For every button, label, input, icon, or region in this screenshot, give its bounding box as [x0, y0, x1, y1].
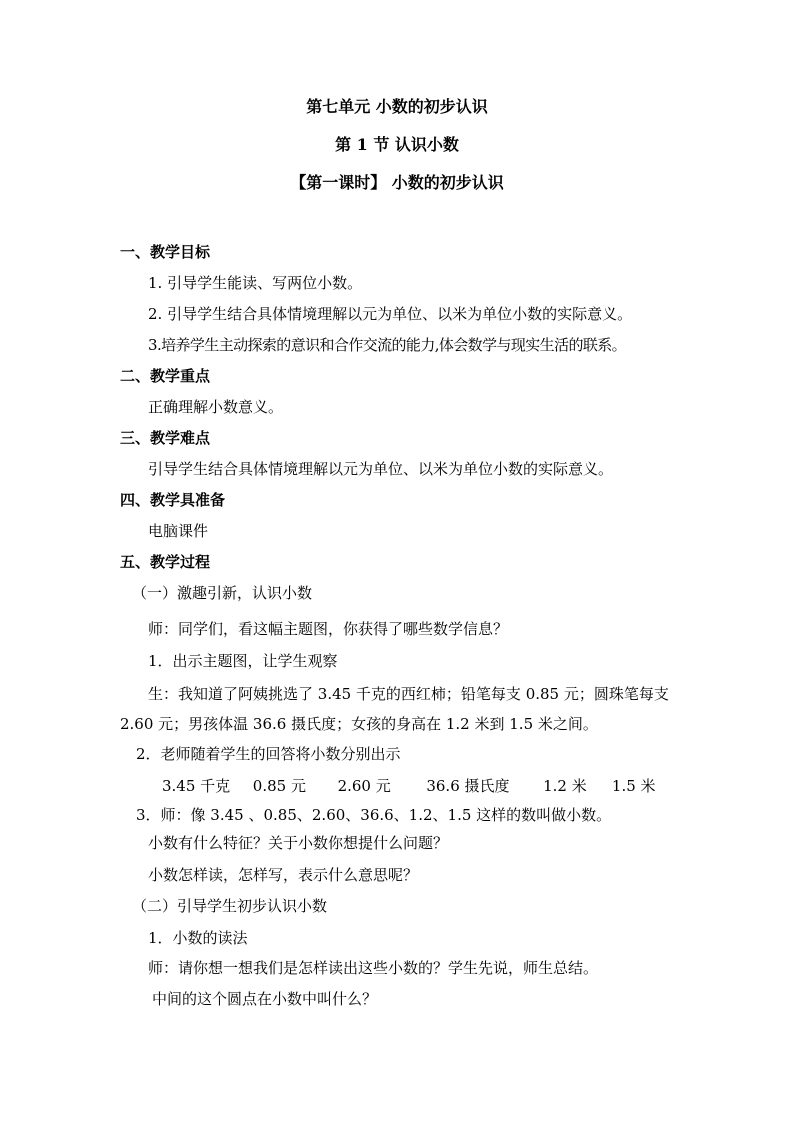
objective-item-1: 1. 引导学生能读、写两位小数。: [148, 274, 363, 292]
part2-title: （二）引导学生初步认识小数: [132, 897, 328, 915]
decimal-item: 36.6 摄氏度: [426, 777, 510, 795]
objective-item-2: 2. 引导学生结合具体情境理解以元为单位、以米为单位小数的实际意义。: [148, 305, 633, 323]
difficulties-text: 引导学生结合具体情境理解以元为单位、以米为单位小数的实际意义。: [148, 460, 614, 478]
decimal-item: 1.2 米: [543, 777, 587, 795]
section-title: 第 1 节 认识小数: [335, 135, 459, 154]
step-2: 2．老师随着学生的回答将小数分别出示: [136, 745, 401, 763]
step-3: 3．师：像 3.45 、0.85、2.60、36.6、1.2、1.5 这样的数叫做小数。: [136, 806, 612, 824]
objective-item-3: 3.培养学生主动探索的意识和合作交流的能力,体会数学与现实生活的联系。: [148, 336, 627, 354]
decimal-item: 3.45 千克: [162, 777, 231, 795]
unit-title: 第七单元 小数的初步认识: [306, 97, 488, 116]
sub-section-1: 1．小数的读法: [148, 929, 248, 947]
decimal-list: [162, 776, 656, 796]
objectives-heading: 一、教学目标: [120, 243, 211, 261]
question-1: 小数有什么特征？关于小数你想提什么问题？: [148, 834, 449, 852]
question-3: 中间的这个圆点在小数中叫什么？: [152, 990, 378, 1008]
key-points-heading: 二、教学重点: [120, 367, 211, 385]
decimal-item: 1.5 米: [611, 777, 656, 795]
question-2: 小数怎样读，怎样写，表示什么意思呢？: [148, 866, 419, 884]
difficulties-heading: 三、教学难点: [120, 429, 211, 447]
decimal-item: 0.85 元: [252, 777, 306, 795]
teacher-question-1: 师：同学们，看这幅主题图，你获得了哪些数学信息？: [148, 620, 509, 638]
student-answer-line-1: 生：我知道了阿姨挑选了 3.45 千克的西红柿；铅笔每支 0.85 元；圆珠笔每支: [148, 685, 669, 703]
part1-title: （一）激趣引新，认识小数: [132, 584, 313, 602]
teacher-question-2: 师：请你想一想我们是怎样读出这些小数的？学生先说，师生总结。: [148, 959, 599, 977]
step-1: 1．出示主题图，让学生观察: [148, 652, 338, 670]
student-answer-line-2: 2.60 元；男孩体温 36.6 摄氏度；女孩的身高在 1.2 米到 1.5 米之间。: [120, 715, 598, 733]
process-heading: 五、教学过程: [120, 553, 211, 571]
materials-text: 电脑课件: [148, 522, 209, 540]
materials-heading: 四、教学具准备: [120, 491, 226, 509]
lesson-title: 【第一课时】 小数的初步认识: [290, 173, 504, 192]
decimal-item: 2.60 元: [337, 777, 391, 795]
key-points-text: 正确理解小数意义。: [148, 398, 284, 416]
